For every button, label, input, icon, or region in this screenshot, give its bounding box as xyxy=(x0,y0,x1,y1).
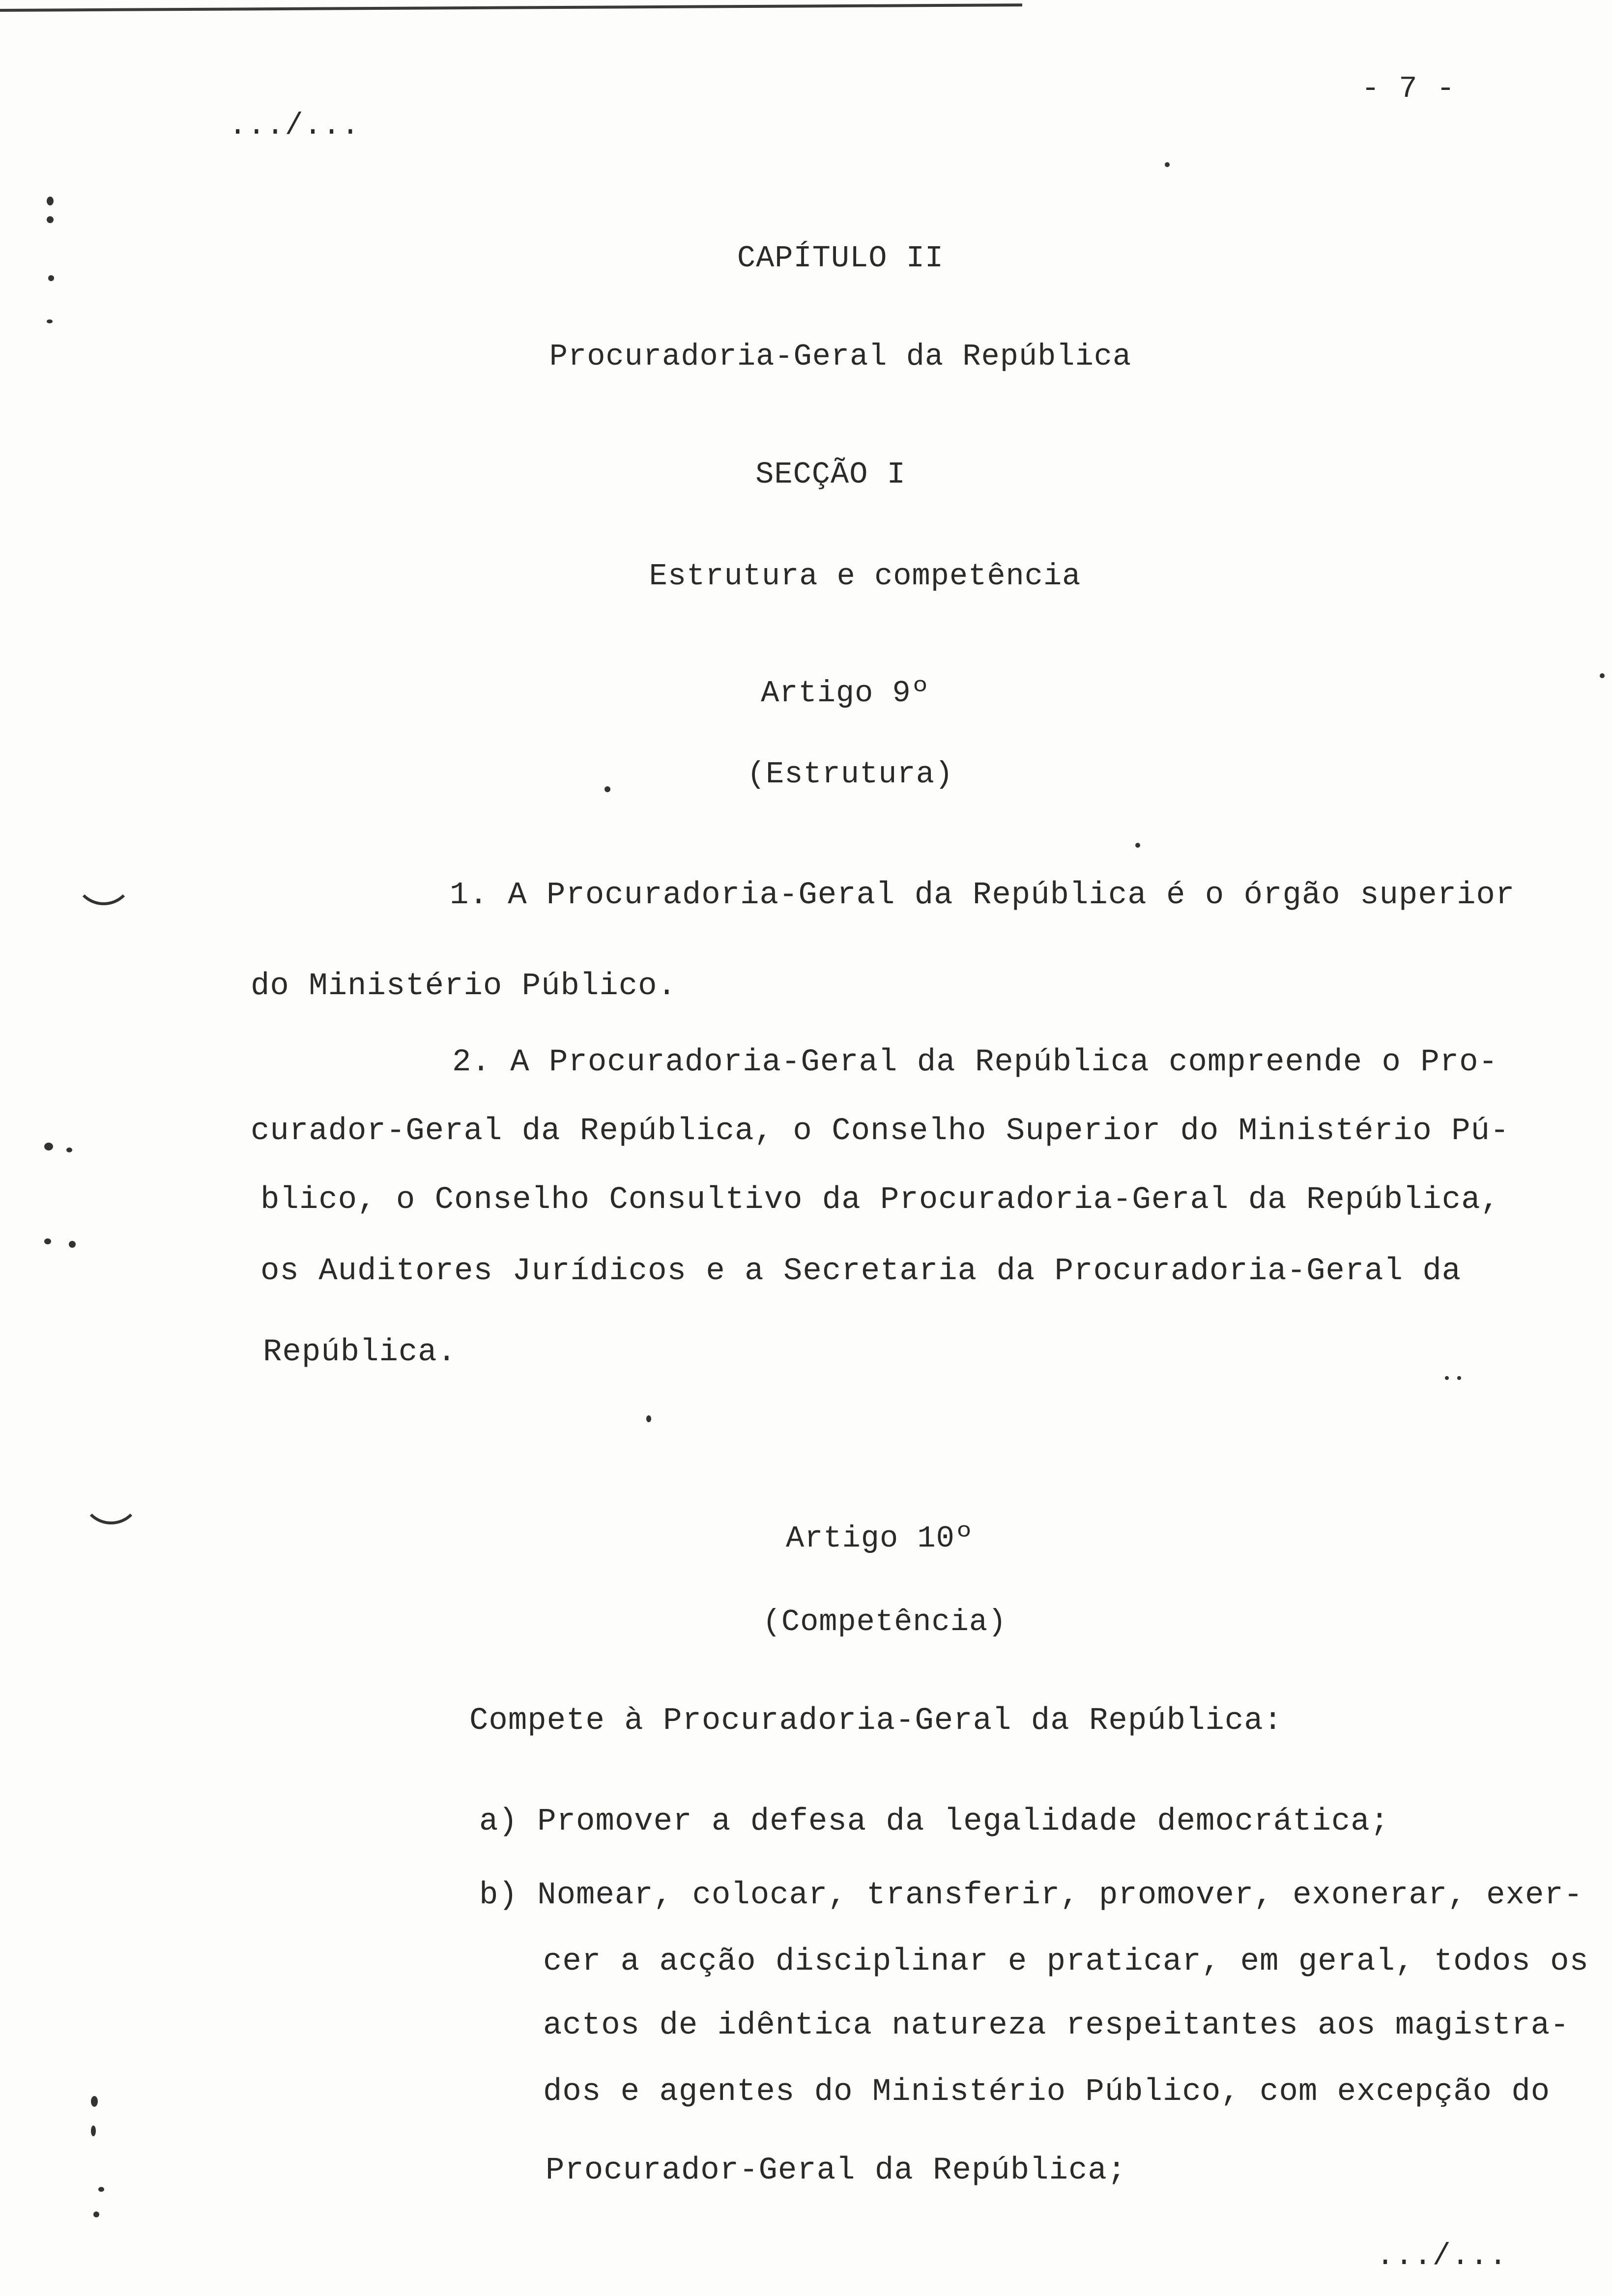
article-9-heading: (Estrutura) xyxy=(747,757,954,792)
article-10-heading: (Competência) xyxy=(762,1605,1007,1639)
scan-speck xyxy=(1165,162,1170,167)
scan-speck xyxy=(1457,1376,1461,1380)
continuation-bottom: .../... xyxy=(1376,2239,1508,2273)
chapter-title: CAPÍTULO II xyxy=(737,241,944,276)
scan-speck xyxy=(44,1238,51,1244)
article-10-item-b-line: dos e agentes do Ministério Público, com excepção do xyxy=(543,2074,1551,2110)
article-9-title: Artigo 9º xyxy=(761,676,930,711)
scan-speck xyxy=(93,2211,99,2217)
article-10-intro: Compete à Procuradoria-Geral da República: xyxy=(469,1703,1283,1739)
top-rule xyxy=(0,3,1022,12)
scan-speck xyxy=(646,1415,651,1422)
article-9-para-2-line: os Auditores Jurídicos e a Secretaria da Procuradoria-Geral da xyxy=(260,1254,1462,1289)
article-10-item-a: a) Promover a defesa da legalidade democrática; xyxy=(479,1804,1390,1839)
article-9-para-2-line: 2. A Procuradoria-Geral da República compreende o Pro- xyxy=(452,1045,1498,1080)
article-9-para-1-line: do Ministério Público. xyxy=(251,969,677,1004)
scan-speck xyxy=(47,319,53,323)
scan-speck xyxy=(48,275,54,281)
scan-speck xyxy=(98,2187,104,2192)
article-10-item-b-line: b) Nomear, colocar, transferir, promover, exonerar, exer- xyxy=(479,1878,1583,1913)
article-10-title: Artigo 10º xyxy=(785,1521,974,1556)
scan-speck xyxy=(91,2096,98,2107)
article-10-item-b-line: Procurador-Geral da República; xyxy=(546,2153,1127,2188)
section-subtitle: Estrutura e competência xyxy=(649,559,1081,594)
article-9-para-2-line: República. xyxy=(263,1335,457,1370)
chapter-subtitle: Procuradoria-Geral da República xyxy=(549,339,1132,374)
scan-speck xyxy=(91,2125,96,2136)
scan-speck xyxy=(47,197,54,205)
punch-hole-mark xyxy=(74,845,134,905)
article-9-para-2-line: blico, o Conselho Consultivo da Procuradoria-Geral da República, xyxy=(260,1182,1500,1218)
scan-speck xyxy=(66,1148,72,1152)
scan-speck xyxy=(44,1143,53,1150)
scan-speck xyxy=(1445,1376,1449,1380)
article-10-item-b-line: cer a acção disciplinar e praticar, em geral, todos os xyxy=(543,1944,1589,1980)
article-10-item-b-line: actos de idêntica natureza respeitantes aos magistra- xyxy=(543,2008,1570,2043)
article-9-para-1-line: 1. A Procuradoria-Geral da República é o órgão superior xyxy=(450,878,1515,913)
section-title: SECÇÃO I xyxy=(755,457,906,492)
article-9-para-2-line: curador-Geral da República, o Conselho Superior do Ministério Pú- xyxy=(251,1114,1510,1149)
scan-speck xyxy=(69,1241,76,1248)
scan-speck xyxy=(1135,843,1140,848)
scan-speck xyxy=(47,216,54,223)
page-number: - 7 - xyxy=(1361,71,1456,106)
continuation-top: .../... xyxy=(229,108,360,143)
scan-speck xyxy=(1600,673,1605,678)
punch-hole-mark xyxy=(81,1464,141,1524)
scan-speck xyxy=(604,786,610,792)
